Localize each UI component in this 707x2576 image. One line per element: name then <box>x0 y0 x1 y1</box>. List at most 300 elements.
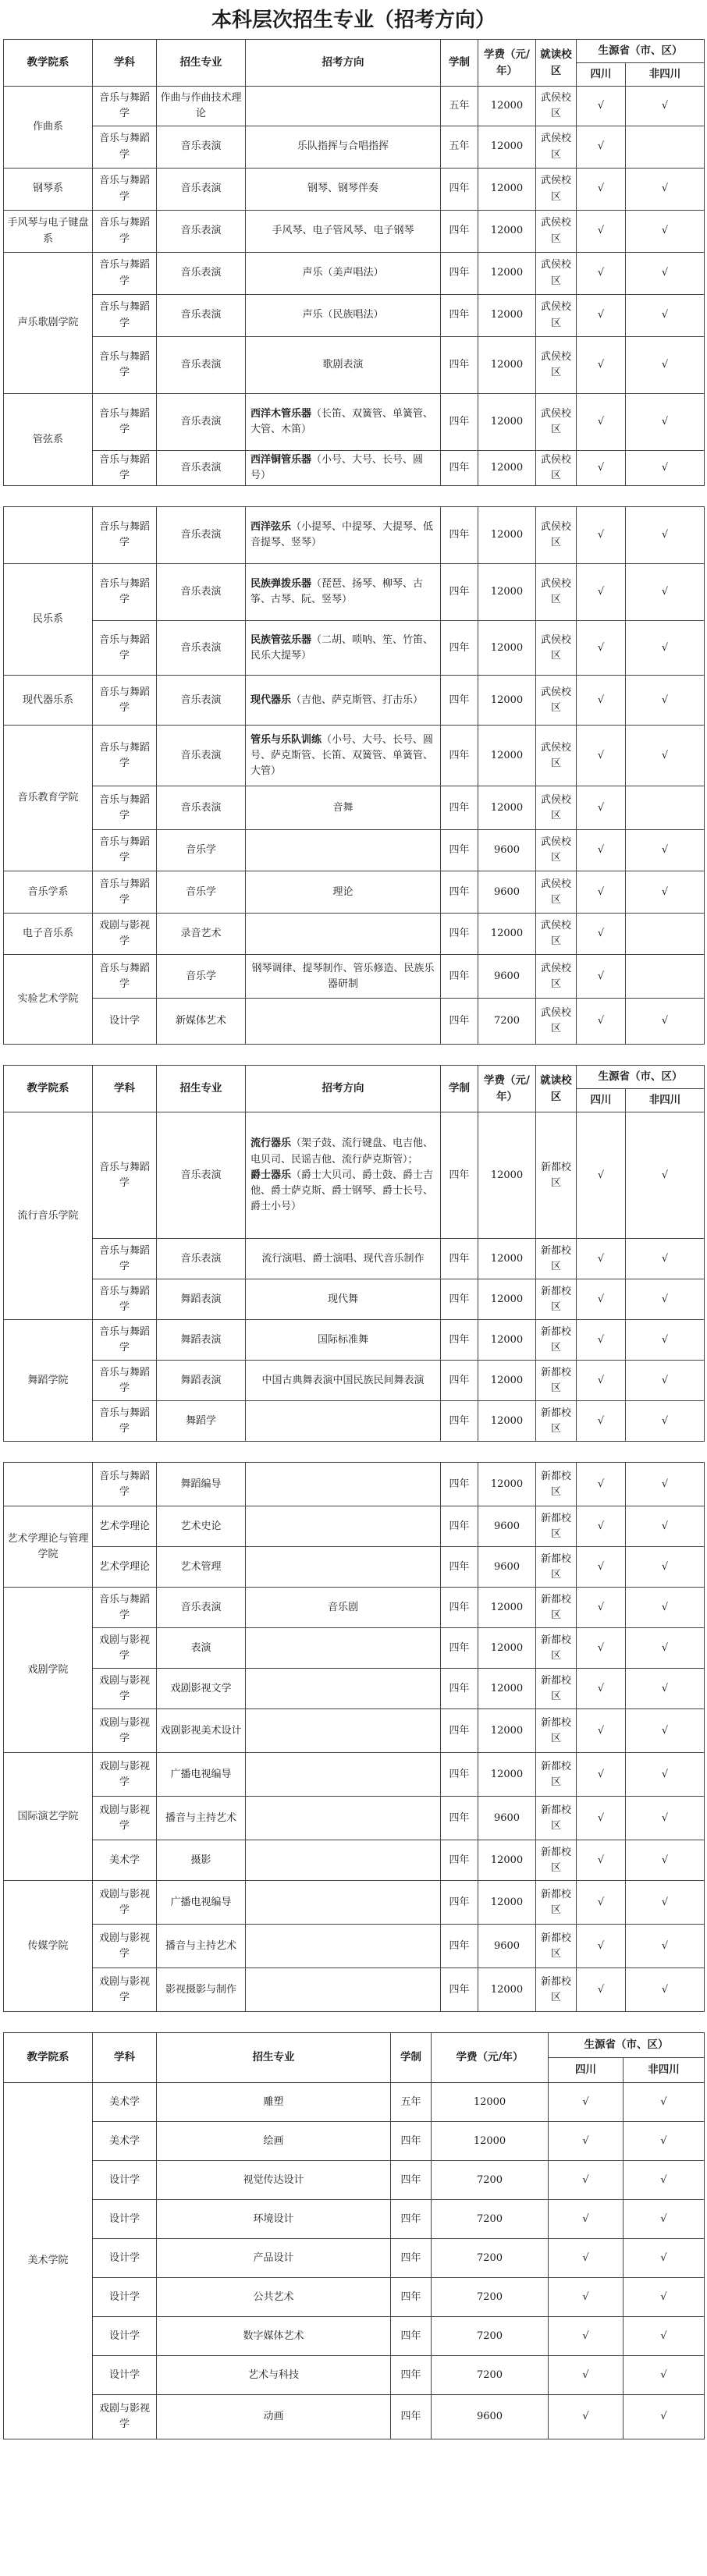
major-cell: 录音艺术 <box>157 914 246 955</box>
campus-cell: 武侯校区 <box>536 507 577 564</box>
direction-cell <box>246 1401 441 1442</box>
campus-cell: 新都校区 <box>536 1709 577 1753</box>
direction-cell: 歌剧表演 <box>246 337 441 394</box>
subject-cell: 音乐与舞蹈学 <box>93 830 157 871</box>
non-sichuan-cell <box>626 1547 705 1588</box>
check-mark-icon: √ <box>661 1939 669 1952</box>
direction-cell <box>246 451 441 486</box>
direction-cell <box>246 1925 441 1968</box>
fee-cell: 12000 <box>478 507 536 564</box>
subject-cell: 音乐与舞蹈学 <box>93 337 157 394</box>
check-mark-icon: √ <box>660 2212 667 2225</box>
duration-cell: 四年 <box>441 1279 478 1320</box>
sichuan-cell <box>577 1506 626 1547</box>
check-mark-icon: √ <box>661 529 669 541</box>
direction-cell <box>246 1112 441 1239</box>
major-cell: 产品设计 <box>157 2239 391 2278</box>
sichuan-cell <box>549 2356 624 2395</box>
campus-cell: 武侯校区 <box>536 621 577 676</box>
duration-cell: 四年 <box>391 2200 432 2239</box>
direction-cell <box>246 1968 441 2012</box>
table-row <box>4 2122 705 2161</box>
sichuan-cell <box>577 955 626 999</box>
table-row <box>4 87 705 126</box>
check-mark-icon: √ <box>597 1293 605 1305</box>
check-mark-icon: √ <box>597 1015 605 1027</box>
college-cell: 舞蹈学院 <box>4 1320 93 1442</box>
direction-cell: 声乐（民族唱法） <box>246 295 441 337</box>
check-mark-icon: √ <box>597 1854 605 1866</box>
major-cell: 摄影 <box>157 1840 246 1881</box>
duration-cell: 四年 <box>441 786 478 830</box>
header-direction: 招考方向 <box>246 1066 441 1112</box>
major-cell: 新媒体艺术 <box>157 999 246 1045</box>
sichuan-cell <box>577 211 626 253</box>
duration-cell: 四年 <box>391 2278 432 2317</box>
sichuan-cell <box>549 2239 624 2278</box>
sichuan-cell <box>577 999 626 1045</box>
subject-cell: 艺术学理论 <box>93 1506 157 1547</box>
check-mark-icon: √ <box>661 1682 669 1694</box>
header-non-sichuan: 非四川 <box>624 2058 705 2083</box>
college-cell: 作曲系 <box>4 87 93 169</box>
subject-cell: 设计学 <box>93 2161 157 2200</box>
check-mark-icon: √ <box>661 1811 669 1824</box>
check-mark-icon: √ <box>597 1601 605 1613</box>
subject-cell: 戏剧与影视学 <box>93 1669 157 1709</box>
sichuan-cell <box>577 87 626 126</box>
major-cell: 公共艺术 <box>157 2278 391 2317</box>
fee-cell: 12000 <box>478 1968 536 2012</box>
non-sichuan-cell <box>626 621 705 676</box>
check-mark-icon: √ <box>661 1478 669 1490</box>
sichuan-cell <box>577 786 626 830</box>
duration-cell: 四年 <box>441 676 478 726</box>
non-sichuan-cell <box>624 2161 705 2200</box>
fee-cell: 12000 <box>478 786 536 830</box>
sichuan-cell <box>577 1463 626 1506</box>
campus-cell: 新都校区 <box>536 1112 577 1239</box>
check-mark-icon: √ <box>660 2134 667 2147</box>
duration-cell: 四年 <box>441 337 478 394</box>
direction-cell: 国际标准舞 <box>246 1320 441 1361</box>
non-sichuan-cell <box>626 1797 705 1840</box>
fee-cell: 12000 <box>478 1463 536 1506</box>
header-college: 教学院系 <box>4 40 93 87</box>
subject-cell: 设计学 <box>93 2278 157 2317</box>
sichuan-cell <box>577 1361 626 1401</box>
sichuan-cell <box>549 2278 624 2317</box>
fee-cell: 12000 <box>478 211 536 253</box>
non-sichuan-cell <box>624 2278 705 2317</box>
major-cell: 音乐表演 <box>157 621 246 676</box>
subject-cell: 音乐与舞蹈学 <box>93 1463 157 1506</box>
non-sichuan-cell <box>626 337 705 394</box>
duration-cell: 四年 <box>441 1463 478 1506</box>
college-cell <box>4 507 93 564</box>
check-mark-icon: √ <box>582 2251 589 2264</box>
campus-cell: 新都校区 <box>536 1279 577 1320</box>
sichuan-cell <box>577 1797 626 1840</box>
major-cell: 音乐表演 <box>157 126 246 169</box>
non-sichuan-cell <box>626 676 705 726</box>
college-cell: 管弦系 <box>4 394 93 486</box>
fee-cell: 12000 <box>478 1320 536 1361</box>
check-mark-icon: √ <box>661 749 669 761</box>
fee-cell: 12000 <box>478 337 536 394</box>
table-row <box>4 726 705 786</box>
sichuan-cell <box>577 726 626 786</box>
sichuan-cell <box>577 1753 626 1797</box>
check-mark-icon: √ <box>597 1478 605 1490</box>
check-mark-icon: √ <box>597 99 605 112</box>
non-sichuan-cell <box>626 211 705 253</box>
fee-cell: 7200 <box>432 2239 549 2278</box>
direction-cell <box>246 564 441 621</box>
table-row <box>4 2317 705 2356</box>
college-cell: 美术学院 <box>4 2083 93 2439</box>
major-cell: 舞蹈表演 <box>157 1279 246 1320</box>
duration-cell: 四年 <box>441 295 478 337</box>
table-row <box>4 211 705 253</box>
duration-cell: 四年 <box>441 955 478 999</box>
subject-cell: 戏剧与影视学 <box>93 1968 157 2012</box>
fee-cell: 12000 <box>478 1361 536 1401</box>
subject-cell: 音乐与舞蹈学 <box>93 169 157 211</box>
table-row <box>4 999 705 1045</box>
non-sichuan-cell <box>626 1239 705 1279</box>
header-sichuan: 四川 <box>549 2058 624 2083</box>
non-sichuan-cell <box>626 394 705 451</box>
check-mark-icon: √ <box>597 358 605 371</box>
sichuan-cell <box>577 1279 626 1320</box>
sichuan-cell <box>577 1968 626 2012</box>
table-row <box>4 1797 705 1840</box>
sichuan-cell <box>577 1628 626 1669</box>
direction-cell: 手风琴、电子管风琴、电子钢琴 <box>246 211 441 253</box>
header-fee: 学费（元/年） <box>478 40 536 87</box>
direction-cell: 音乐剧 <box>246 1588 441 1628</box>
duration-cell: 五年 <box>441 87 478 126</box>
non-sichuan-cell <box>626 1506 705 1547</box>
duration-cell: 四年 <box>441 564 478 621</box>
table-row <box>4 1669 705 1709</box>
check-mark-icon: √ <box>660 2251 667 2264</box>
check-mark-icon: √ <box>660 2095 667 2108</box>
non-sichuan-cell <box>624 2122 705 2161</box>
fee-cell: 12000 <box>478 1881 536 1925</box>
admissions-table-3 <box>3 1065 705 1442</box>
check-mark-icon: √ <box>582 2212 589 2225</box>
check-mark-icon: √ <box>661 1374 669 1386</box>
campus-cell: 新都校区 <box>536 1401 577 1442</box>
fee-cell: 12000 <box>478 1753 536 1797</box>
check-mark-icon: √ <box>597 970 605 982</box>
fee-cell: 12000 <box>478 295 536 337</box>
major-cell: 音乐表演 <box>157 211 246 253</box>
check-mark-icon: √ <box>661 1983 669 1996</box>
non-sichuan-cell <box>626 451 705 486</box>
header-major: 招生专业 <box>157 2033 391 2083</box>
fee-cell: 9600 <box>478 955 536 999</box>
campus-cell: 武侯校区 <box>536 871 577 914</box>
non-sichuan-cell <box>626 1112 705 1239</box>
major-cell: 音乐表演 <box>157 1239 246 1279</box>
non-sichuan-cell <box>626 1881 705 1925</box>
campus-cell: 新都校区 <box>536 1968 577 2012</box>
subject-cell: 设计学 <box>93 2317 157 2356</box>
direction-cell <box>246 507 441 564</box>
fee-cell: 7200 <box>432 2200 549 2239</box>
sichuan-cell <box>549 2161 624 2200</box>
check-mark-icon: √ <box>660 2368 667 2381</box>
non-sichuan-cell <box>624 2239 705 2278</box>
fee-cell: 9600 <box>478 1547 536 1588</box>
sichuan-cell <box>577 1112 626 1239</box>
major-cell: 艺术管理 <box>157 1547 246 1588</box>
duration-cell: 四年 <box>441 1840 478 1881</box>
fee-cell: 7200 <box>432 2317 549 2356</box>
duration-cell: 四年 <box>391 2317 432 2356</box>
table-row <box>4 830 705 871</box>
sichuan-cell <box>577 1669 626 1709</box>
check-mark-icon: √ <box>661 1724 669 1737</box>
fee-cell: 12000 <box>478 451 536 486</box>
subject-cell: 音乐与舞蹈学 <box>93 621 157 676</box>
campus-cell: 武侯校区 <box>536 451 577 486</box>
duration-cell: 四年 <box>441 1797 478 1840</box>
subject-cell: 美术学 <box>93 1840 157 1881</box>
campus-cell: 武侯校区 <box>536 955 577 999</box>
check-mark-icon: √ <box>661 358 669 371</box>
non-sichuan-cell <box>626 1279 705 1320</box>
duration-cell: 五年 <box>441 126 478 169</box>
header-duration: 学制 <box>441 40 478 87</box>
duration-cell: 四年 <box>441 1709 478 1753</box>
subject-cell: 音乐与舞蹈学 <box>93 1361 157 1401</box>
table-row <box>4 1628 705 1669</box>
non-sichuan-cell <box>626 830 705 871</box>
fee-cell: 9600 <box>432 2395 549 2439</box>
non-sichuan-cell <box>624 2317 705 2356</box>
non-sichuan-cell <box>626 87 705 126</box>
header-major: 招生专业 <box>157 1066 246 1112</box>
sichuan-cell <box>577 169 626 211</box>
direction-cell <box>246 1463 441 1506</box>
check-mark-icon: √ <box>597 641 605 654</box>
subject-cell: 戏剧与影视学 <box>93 2395 157 2439</box>
duration-cell: 四年 <box>441 914 478 955</box>
admissions-table-5 <box>3 2032 705 2439</box>
college-cell: 流行音乐学院 <box>4 1112 93 1320</box>
campus-cell: 新都校区 <box>536 1506 577 1547</box>
table-row <box>4 1840 705 1881</box>
fee-cell: 12000 <box>478 1279 536 1320</box>
non-sichuan-cell <box>626 1320 705 1361</box>
non-sichuan-cell <box>626 1401 705 1442</box>
header-duration: 学制 <box>441 1066 478 1112</box>
fee-cell: 12000 <box>478 126 536 169</box>
subject-cell: 艺术学理论 <box>93 1547 157 1588</box>
check-mark-icon: √ <box>597 928 605 940</box>
subject-cell: 音乐与舞蹈学 <box>93 1588 157 1628</box>
campus-cell: 武侯校区 <box>536 830 577 871</box>
non-sichuan-cell <box>624 2083 705 2122</box>
direction-text: （架子鼓、流行键盘、电吉他、电贝司、民谣吉他、流行萨克斯管）； <box>250 1137 434 1166</box>
campus-cell: 新都校区 <box>536 1881 577 1925</box>
subject-cell: 音乐与舞蹈学 <box>93 726 157 786</box>
non-sichuan-cell <box>626 914 705 955</box>
subject-cell: 设计学 <box>93 999 157 1045</box>
subject-cell: 音乐与舞蹈学 <box>93 211 157 253</box>
campus-cell: 武侯校区 <box>536 999 577 1045</box>
duration-cell: 四年 <box>441 1361 478 1401</box>
subject-cell: 音乐与舞蹈学 <box>93 955 157 999</box>
subject-cell: 戏剧与影视学 <box>93 1797 157 1840</box>
table-row <box>4 676 705 726</box>
check-mark-icon: √ <box>660 2290 667 2303</box>
fee-cell: 7200 <box>432 2356 549 2395</box>
sichuan-cell <box>577 676 626 726</box>
major-cell: 环境设计 <box>157 2200 391 2239</box>
sichuan-cell <box>577 126 626 169</box>
college-cell <box>4 1463 93 1506</box>
college-cell: 钢琴系 <box>4 169 93 211</box>
subject-cell: 音乐与舞蹈学 <box>93 1401 157 1442</box>
non-sichuan-cell <box>626 786 705 830</box>
header-college: 教学院系 <box>4 2033 93 2083</box>
table-row <box>4 1588 705 1628</box>
fee-cell: 12000 <box>478 394 536 451</box>
sichuan-cell <box>549 2395 624 2439</box>
check-mark-icon: √ <box>597 225 605 237</box>
duration-cell: 四年 <box>391 2356 432 2395</box>
direction-text: （二胡、唢呐、笙、竹笛、民乐大提琴） <box>250 633 434 662</box>
college-cell: 实验艺术学院 <box>4 955 93 1045</box>
check-mark-icon: √ <box>661 1641 669 1654</box>
duration-cell: 四年 <box>441 1588 478 1628</box>
header-fee: 学费（元/年） <box>478 1066 536 1112</box>
fee-cell: 12000 <box>478 564 536 621</box>
non-sichuan-cell <box>624 2200 705 2239</box>
table-row <box>4 621 705 676</box>
check-mark-icon: √ <box>661 586 669 598</box>
check-mark-icon: √ <box>661 1293 669 1305</box>
direction-bold-2: 爵士器乐 <box>250 1169 292 1181</box>
direction-cell: 钢琴调律、提琴制作、管乐修造、民族乐器研制 <box>246 955 441 999</box>
direction-text: （小号、大号、长号、圆号） <box>250 454 424 482</box>
subject-cell: 音乐与舞蹈学 <box>93 87 157 126</box>
header-source: 生源省（市、区） <box>549 2033 705 2058</box>
table-row <box>4 394 705 451</box>
sichuan-cell <box>577 253 626 295</box>
header-direction: 招考方向 <box>246 40 441 87</box>
admissions-table-2 <box>3 506 705 1045</box>
major-cell: 音乐表演 <box>157 253 246 295</box>
table-row <box>4 253 705 295</box>
non-sichuan-cell <box>626 1669 705 1709</box>
subject-cell: 音乐与舞蹈学 <box>93 1239 157 1279</box>
campus-cell: 新都校区 <box>536 1840 577 1881</box>
direction-cell <box>246 1881 441 1925</box>
subject-cell: 音乐与舞蹈学 <box>93 1112 157 1239</box>
check-mark-icon: √ <box>661 885 669 898</box>
campus-cell: 武侯校区 <box>536 337 577 394</box>
header-sichuan: 四川 <box>577 63 626 87</box>
fee-cell: 9600 <box>478 1797 536 1840</box>
check-mark-icon: √ <box>597 462 605 474</box>
subject-cell: 音乐与舞蹈学 <box>93 786 157 830</box>
check-mark-icon: √ <box>661 1414 669 1427</box>
subject-cell: 音乐与舞蹈学 <box>93 295 157 337</box>
college-cell: 国际演艺学院 <box>4 1753 93 1881</box>
non-sichuan-cell <box>626 295 705 337</box>
subject-cell: 美术学 <box>93 2083 157 2122</box>
direction-cell <box>246 726 441 786</box>
major-cell: 音乐表演 <box>157 1112 246 1239</box>
direction-bold: 民族管弦乐器 <box>250 633 312 646</box>
fee-cell: 12000 <box>478 726 536 786</box>
college-cell: 音乐学系 <box>4 871 93 914</box>
fee-cell: 12000 <box>478 1588 536 1628</box>
fee-cell: 12000 <box>432 2083 549 2122</box>
table-row <box>4 2278 705 2317</box>
table-row <box>4 1753 705 1797</box>
check-mark-icon: √ <box>661 1333 669 1346</box>
duration-cell: 四年 <box>441 726 478 786</box>
fee-cell: 12000 <box>478 676 536 726</box>
subject-cell: 音乐与舞蹈学 <box>93 564 157 621</box>
duration-cell: 四年 <box>441 1239 478 1279</box>
table-row <box>4 2356 705 2395</box>
direction-cell <box>246 914 441 955</box>
direction-cell <box>246 1709 441 1753</box>
check-mark-icon: √ <box>597 140 605 153</box>
duration-cell: 四年 <box>441 871 478 914</box>
non-sichuan-cell <box>624 2395 705 2439</box>
table-row <box>4 564 705 621</box>
fee-cell: 9600 <box>478 1925 536 1968</box>
campus-cell: 新都校区 <box>536 1588 577 1628</box>
page-title: 本科层次招生专业（招考方向） <box>211 9 496 32</box>
non-sichuan-cell <box>626 507 705 564</box>
direction-cell: 理论 <box>246 871 441 914</box>
major-cell: 音乐表演 <box>157 337 246 394</box>
table-row <box>4 1401 705 1442</box>
fee-cell: 7200 <box>432 2161 549 2200</box>
sichuan-cell <box>577 830 626 871</box>
check-mark-icon: √ <box>661 694 669 706</box>
header-duration: 学制 <box>391 2033 432 2083</box>
subject-cell: 设计学 <box>93 2200 157 2239</box>
table-row <box>4 1547 705 1588</box>
duration-cell: 四年 <box>441 621 478 676</box>
non-sichuan-cell <box>626 871 705 914</box>
check-mark-icon: √ <box>582 2411 589 2423</box>
direction-cell <box>246 1840 441 1881</box>
subject-cell: 音乐与舞蹈学 <box>93 871 157 914</box>
fee-cell: 12000 <box>432 2122 549 2161</box>
header-major: 招生专业 <box>157 40 246 87</box>
check-mark-icon: √ <box>582 2173 589 2186</box>
campus-cell: 武侯校区 <box>536 126 577 169</box>
check-mark-icon: √ <box>661 1896 669 1908</box>
sichuan-cell <box>549 2317 624 2356</box>
fee-cell: 12000 <box>478 1669 536 1709</box>
fee-cell: 12000 <box>478 253 536 295</box>
table-row <box>4 2395 705 2439</box>
check-mark-icon: √ <box>597 1520 605 1532</box>
